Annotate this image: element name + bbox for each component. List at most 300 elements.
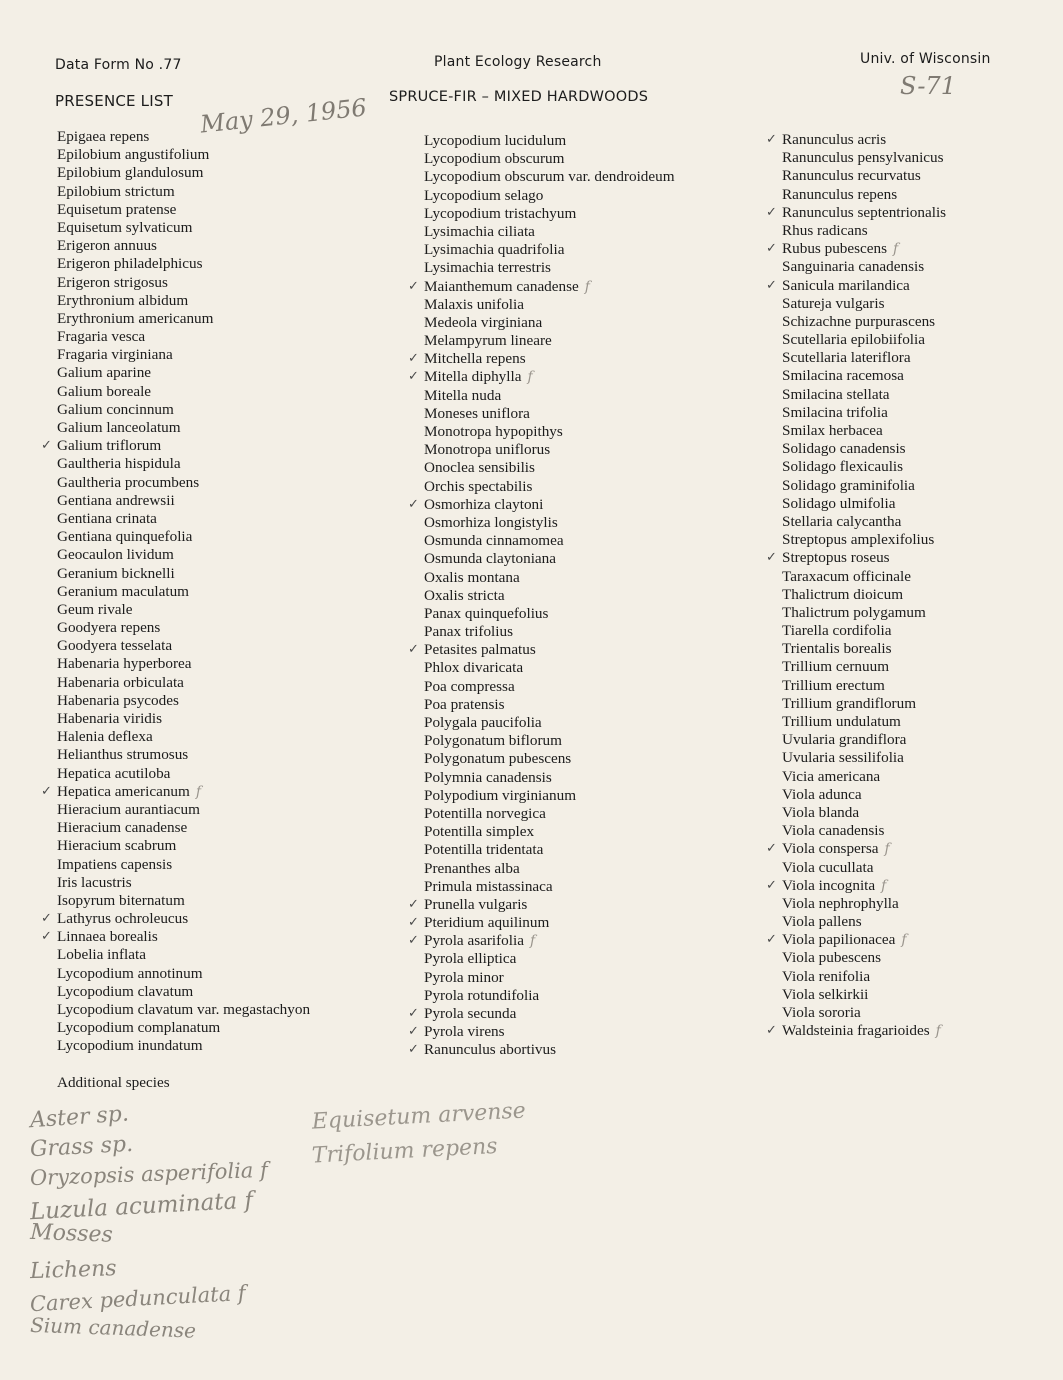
species-name: Trillium cernuum [782, 658, 890, 676]
species-name: Pyrola virens [424, 1023, 505, 1041]
species-name: Viola pubescens [782, 949, 882, 967]
species-entry [57, 546, 310, 564]
species-name: Trientalis borealis [782, 640, 892, 658]
check-mark-icon: ✓ [408, 1006, 419, 1021]
species-entry [57, 383, 310, 401]
species-entry [57, 710, 310, 728]
species-entry [424, 423, 675, 441]
species-name: Osmunda cinnamomea [424, 532, 564, 550]
species-name: Galium lanceolatum [57, 419, 181, 436]
species-name: Gentiana crinata [57, 509, 157, 527]
species-name: Lycopodium inundatum [57, 1037, 203, 1055]
species-entry [424, 732, 675, 750]
species-entry [782, 604, 946, 622]
species-entry [782, 713, 946, 731]
check-mark-icon: ✓ [41, 929, 52, 945]
species-name: Hieracium canadense [57, 819, 188, 837]
species-name: Galium boreale [57, 382, 152, 400]
handwritten-species-note: Carex pedunculata f [29, 1280, 247, 1317]
species-entry [57, 528, 310, 546]
check-mark-icon: ✓ [408, 278, 419, 294]
species-column-1 [41, 128, 311, 1056]
species-entry [424, 550, 675, 568]
species-name: Orchis spectabilis [424, 477, 533, 495]
species-entry [782, 313, 946, 331]
species-name: Lobelia inflata [57, 946, 146, 964]
species-entry [408, 1005, 675, 1023]
species-name: Solidago canadensis [782, 440, 906, 458]
check-mark-icon: ✓ [408, 933, 419, 949]
species-name: Viola adunca [782, 785, 862, 803]
species-name: Ranunculus abortivus [424, 1041, 557, 1059]
species-name: Ranunculus repens [782, 185, 898, 203]
check-mark-icon: ✓ [408, 369, 419, 385]
species-entry [57, 946, 310, 964]
species-name: Equisetum pratense [57, 200, 177, 218]
species-entry [424, 605, 675, 623]
species-name: Viola renifolia [782, 967, 871, 985]
species-name: Lycopodium tristachyum [424, 204, 577, 222]
species-entry [41, 928, 310, 946]
species-name: Oxalis stricta [424, 586, 505, 604]
check-mark-icon: ✓ [766, 277, 777, 293]
species-entry [782, 859, 946, 877]
species-name: Ranunculus septentrionalis [782, 203, 947, 221]
species-name: Trillium erectum [782, 676, 885, 694]
species-name: Schizachne purpurascens [782, 312, 936, 330]
species-name: Thalictrum dioicum [782, 585, 904, 603]
species-entry [782, 386, 946, 404]
species-name: Habenaria psycodes [57, 691, 179, 709]
species-name: Geranium maculatum [57, 582, 190, 600]
species-name: Prunella vulgaris [424, 895, 528, 913]
species-name: Mitella diphylla [424, 368, 522, 386]
species-entry [57, 565, 310, 583]
species-entry [41, 782, 310, 801]
species-name: Poa pratensis [424, 695, 505, 713]
flowering-mark: f [584, 278, 590, 295]
form-number: Data Form No .77 [55, 57, 182, 73]
species-name: Taraxacum officinale [782, 567, 911, 585]
handwritten-notes-right [311, 1098, 527, 1172]
check-mark-icon: ✓ [41, 911, 52, 927]
species-name: Geranium bicknelli [57, 564, 175, 582]
species-entry [782, 695, 946, 713]
species-entry [782, 949, 946, 967]
species-name: Ranunculus acris [782, 131, 887, 148]
species-name: Lycopodium selago [424, 186, 544, 204]
species-name: Viola incognita [782, 876, 876, 894]
species-entry [782, 986, 946, 1004]
species-entry [424, 569, 675, 587]
species-entry [424, 150, 675, 168]
species-name: Lycopodium lucidulum [424, 132, 567, 149]
species-entry [408, 350, 675, 368]
species-name: Rubus pubescens [782, 240, 888, 258]
species-name: Erigeron annuus [57, 237, 157, 255]
species-name: Equisetum sylvaticum [57, 218, 193, 236]
check-mark-icon: ✓ [408, 896, 419, 912]
species-entry [766, 131, 946, 149]
species-entry [57, 128, 310, 146]
species-entry [766, 240, 946, 258]
species-entry [766, 203, 947, 222]
species-name: Mitella nuda [424, 386, 502, 404]
species-entry [57, 201, 310, 219]
species-name: Hieracium scabrum [57, 837, 177, 855]
species-name: Epilobium glandulosum [57, 164, 204, 182]
species-name: Prenanthes alba [424, 859, 520, 877]
species-name: Habenaria hyperborea [57, 655, 192, 673]
species-name: Isopyrum biternatum [57, 891, 185, 909]
flowering-mark: f [901, 932, 907, 949]
species-entry [57, 455, 310, 473]
species-entry [782, 1004, 946, 1022]
flowering-mark: f [195, 783, 202, 800]
species-name: Trillium undulatum [782, 713, 901, 730]
check-mark-icon: ✓ [408, 642, 419, 658]
species-entry [57, 874, 310, 892]
species-entry [424, 587, 675, 605]
species-entry [424, 387, 675, 405]
species-entry [424, 696, 675, 714]
species-entry [57, 146, 310, 164]
species-entry [424, 987, 675, 1005]
species-entry [424, 769, 675, 787]
species-entry [782, 513, 946, 531]
handwritten-notes-left [30, 1100, 268, 1348]
species-name: Panax trifolius [424, 623, 514, 641]
species-entry [424, 714, 675, 732]
species-name: Scutellaria epilobiifolia [782, 331, 925, 349]
species-name: Smilacina stellata [782, 385, 890, 403]
species-name: Viola nephrophylla [782, 894, 899, 912]
species-name: Erigeron philadelphicus [57, 255, 203, 273]
species-entry [57, 492, 310, 510]
species-entry [424, 259, 675, 277]
species-name: Lathyrus ochroleucus [57, 910, 189, 928]
species-name: Smilax herbacea [782, 422, 883, 439]
species-name: Galium triflorum [57, 437, 162, 455]
species-name: Lycopodium annotinum [57, 964, 203, 982]
check-mark-icon: ✓ [41, 783, 52, 799]
species-name: Erythronium americanum [57, 309, 214, 327]
check-mark-icon: ✓ [766, 550, 777, 566]
species-name: Streptopus amplexifolius [782, 531, 935, 549]
species-name: Solidago graminifolia [782, 476, 915, 494]
species-entry [424, 841, 675, 859]
species-entry [57, 837, 310, 855]
institution: Univ. of Wisconsin [860, 51, 991, 67]
species-entry [782, 440, 946, 458]
species-name: Mitchella repens [424, 350, 526, 368]
species-name: Onoclea sensibilis [424, 459, 535, 477]
species-entry [57, 419, 310, 437]
species-name: Habenaria viridis [57, 710, 163, 727]
species-name: Lysimachia ciliata [424, 222, 535, 240]
species-name: Galium aparine [57, 364, 152, 382]
species-name: Panax quinquefolius [424, 604, 549, 622]
check-mark-icon: ✓ [766, 1023, 777, 1039]
species-entry [57, 983, 310, 1001]
flowering-mark: f [529, 933, 536, 950]
species-entry [57, 601, 310, 619]
species-name: Solidago ulmifolia [782, 494, 896, 512]
species-entry [424, 205, 675, 223]
species-name: Viola canadensis [782, 822, 885, 840]
flowering-mark: f [881, 877, 887, 894]
species-name: Pteridium aquilinum [424, 914, 550, 932]
species-name: Smilacina racemosa [782, 367, 904, 385]
species-entry [782, 149, 946, 167]
species-entry [782, 367, 946, 385]
species-entry [424, 860, 675, 878]
check-mark-icon: ✓ [766, 841, 777, 857]
species-name: Lysimachia quadrifolia [424, 241, 565, 259]
species-entry [782, 640, 946, 658]
species-entry [57, 892, 310, 910]
species-name: Viola selkirkii [782, 985, 869, 1003]
species-entry [782, 349, 946, 367]
species-name: Erigeron strigosus [57, 273, 168, 291]
species-name: Pyrola asarifolia [424, 932, 524, 950]
species-entry [57, 674, 310, 692]
species-entry [408, 368, 675, 386]
species-entry [424, 678, 675, 696]
species-entry [782, 422, 946, 440]
handwritten-species-note: Luzula acuminata f [29, 1187, 254, 1226]
species-name: Viola pallens [782, 913, 862, 931]
species-entry [57, 255, 310, 273]
species-entry [57, 219, 310, 237]
species-name: Rhus radicans [782, 221, 868, 239]
species-name: Solidago flexicaulis [782, 458, 904, 476]
species-entry [57, 1019, 310, 1037]
species-entry [57, 619, 310, 637]
species-name: Moneses uniflora [424, 404, 530, 422]
species-entry [782, 677, 946, 695]
species-entry [782, 913, 946, 931]
species-name: Hepatica americanum [57, 782, 190, 800]
species-name: Osmorhiza longistylis [424, 513, 558, 531]
check-mark-icon: ✓ [766, 241, 777, 257]
check-mark-icon: ✓ [408, 1024, 419, 1040]
check-mark-icon: ✓ [408, 351, 419, 367]
species-name: Poa compressa [424, 677, 515, 695]
species-entry [57, 328, 310, 346]
check-mark-icon: ✓ [766, 204, 777, 220]
species-entry [57, 1001, 310, 1019]
species-name: Streptopus roseus [782, 549, 890, 567]
species-entry [408, 1041, 675, 1059]
species-name: Ranunculus pensylvanicus [782, 149, 944, 167]
species-entry [424, 168, 675, 186]
species-name: Impatiens capensis [57, 855, 173, 873]
species-name: Helianthus strumosus [57, 746, 189, 764]
handwritten-species-note: Grass sp. [29, 1131, 134, 1163]
species-name: Lycopodium obscurum var. dendroideum [424, 168, 675, 186]
species-name: Pyrola secunda [424, 1005, 517, 1022]
species-entry [782, 749, 946, 767]
species-name: Osmorhiza claytoni [424, 495, 544, 513]
species-entry [782, 731, 946, 749]
species-entry [57, 183, 310, 201]
species-entry [424, 750, 675, 768]
species-name: Oxalis montana [424, 568, 520, 586]
flowering-mark: f [527, 369, 533, 386]
species-entry [57, 692, 310, 710]
species-entry [766, 549, 946, 567]
species-entry [782, 167, 946, 185]
species-entry [782, 186, 946, 204]
species-name: Linnaea borealis [57, 928, 158, 946]
check-mark-icon: ✓ [766, 877, 777, 893]
species-entry [424, 296, 675, 314]
species-name: Stellaria calycantha [782, 512, 902, 530]
species-entry [424, 223, 675, 241]
species-name: Fragaria vesca [57, 328, 146, 346]
species-name: Epilobium strictum [57, 182, 175, 200]
species-entry [424, 478, 675, 496]
species-entry [57, 510, 310, 528]
species-entry [57, 310, 310, 328]
species-name: Petasites palmatus [424, 641, 536, 659]
species-name: Geocaulon lividum [57, 546, 174, 564]
species-entry [782, 586, 946, 604]
species-name: Potentilla simplex [424, 823, 535, 841]
species-column-3 [766, 131, 947, 1040]
species-column-2 [408, 132, 675, 1060]
species-entry [424, 623, 675, 641]
species-entry [424, 332, 675, 350]
species-entry [782, 477, 946, 495]
species-name: Viola conspersa [782, 840, 879, 858]
species-entry [782, 895, 946, 913]
handwritten-date: May 29, 1956 [198, 93, 368, 139]
species-name: Polygonatum biflorum [424, 732, 562, 750]
species-entry [424, 459, 675, 477]
species-entry [408, 932, 675, 950]
species-name: Malaxis unifolia [424, 295, 524, 313]
check-mark-icon: ✓ [408, 915, 419, 931]
species-name: Polypodium virginianum [424, 786, 577, 804]
species-name: Melampyrum lineare [424, 332, 552, 350]
handwritten-species-note: Oryzopsis asperifolia f [29, 1157, 269, 1191]
species-entry [424, 405, 675, 423]
species-entry [782, 331, 946, 349]
species-name: Lysimachia terrestris [424, 259, 551, 277]
species-entry [57, 401, 310, 419]
species-name: Lycopodium obscurum [424, 150, 565, 168]
species-name: Polygonatum pubescens [424, 750, 572, 768]
species-name: Waldsteinia fragarioides [782, 1022, 930, 1040]
species-entry [424, 314, 675, 332]
species-entry [57, 292, 310, 310]
species-name: Lycopodium clavatum var. megastachyon [57, 1001, 311, 1018]
species-name: Monotropa hypopithys [424, 423, 563, 440]
flowering-mark: f [893, 241, 899, 258]
species-name: Gaultheria procumbens [57, 473, 200, 491]
species-entry [57, 583, 310, 601]
species-entry [408, 895, 675, 914]
species-entry [57, 1037, 310, 1055]
species-name: Uvularia grandiflora [782, 731, 907, 749]
flowering-mark: f [935, 1023, 941, 1040]
species-name: Pyrola minor [424, 968, 504, 986]
species-entry [424, 187, 675, 205]
species-entry [57, 637, 310, 655]
species-name: Polymnia canadensis [424, 768, 552, 786]
species-name: Pyrola elliptica [424, 950, 517, 968]
check-mark-icon: ✓ [766, 932, 777, 948]
species-name: Goodyera tesselata [57, 637, 173, 655]
species-name: Potentilla tridentata [424, 841, 544, 859]
species-name: Epigaea repens [57, 128, 150, 145]
species-name: Trillium grandiflorum [782, 694, 917, 712]
species-name: Ranunculus recurvatus [782, 167, 921, 185]
species-entry [782, 786, 946, 804]
species-entry [57, 856, 310, 874]
species-entry [766, 931, 946, 949]
species-name: Vicia americana [782, 767, 881, 785]
species-entry [57, 801, 310, 819]
species-name: Tiarella cordifolia [782, 622, 892, 640]
species-name: Halenia deflexa [57, 728, 153, 746]
species-entry [782, 804, 946, 822]
species-name: Hieracium aurantiacum [57, 800, 200, 818]
species-name: Polygala paucifolia [424, 714, 542, 731]
species-name: Viola sororia [782, 1004, 861, 1021]
list-title: PRESENCE LIST [55, 92, 173, 110]
species-name: Geum rivale [57, 600, 133, 618]
species-entry [57, 274, 310, 292]
check-mark-icon: ✓ [408, 496, 419, 512]
species-entry [782, 222, 946, 240]
species-name: Scutellaria lateriflora [782, 349, 911, 367]
species-entry [57, 765, 310, 783]
species-entry [424, 969, 675, 987]
species-name: Iris lacustris [57, 873, 132, 891]
species-entry [782, 404, 946, 422]
species-name: Hepatica acutiloba [57, 764, 171, 782]
species-name: Habenaria orbiculata [57, 673, 184, 691]
species-entry [57, 728, 310, 746]
species-entry [766, 840, 946, 858]
species-entry [782, 822, 946, 840]
species-name: Potentilla norvegica [424, 804, 546, 822]
species-entry [766, 1022, 946, 1040]
species-name: Monotropa uniflorus [424, 441, 551, 459]
community-title: SPRUCE-FIR – MIXED HARDWOODS [389, 89, 649, 105]
species-entry [782, 258, 946, 276]
handwritten-species-note: Lichens [29, 1256, 117, 1285]
species-name: Lycopodium clavatum [57, 982, 194, 1000]
species-entry [424, 878, 675, 896]
species-entry [57, 364, 310, 382]
species-entry [424, 659, 675, 677]
species-entry [57, 346, 310, 364]
species-name: Viola blanda [782, 803, 860, 821]
species-entry [782, 968, 946, 986]
species-entry [766, 876, 946, 895]
species-entry [408, 914, 675, 932]
species-entry [408, 641, 675, 659]
species-name: Sanguinaria canadensis [782, 258, 925, 276]
species-entry [57, 819, 310, 837]
lab-title: Plant Ecology Research [434, 54, 602, 70]
species-entry [57, 164, 310, 182]
species-name: Goodyera repens [57, 619, 161, 637]
